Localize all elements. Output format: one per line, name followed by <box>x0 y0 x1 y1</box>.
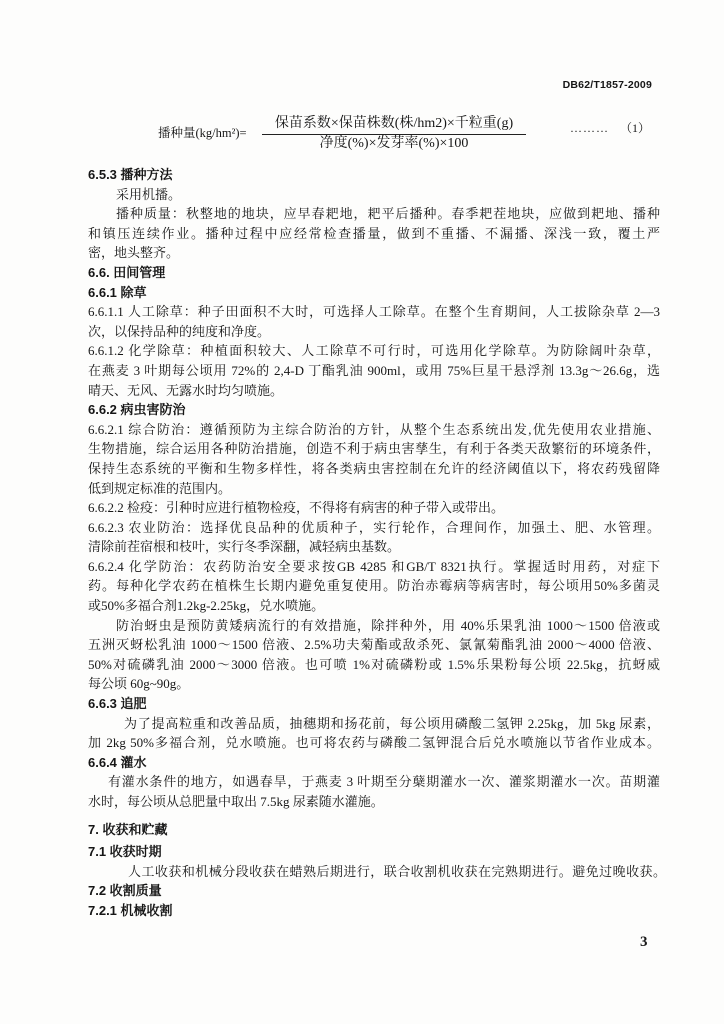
page-number: 3 <box>640 934 648 950</box>
paragraph-line: 和镇压连续作业。播种过程中应经常检查播量，做到不重播、不漏播、深浅一致，覆土严 <box>88 225 660 241</box>
paragraph-line: 保持生态系统的平衡和生物多样性，将各类病虫害控制在允许的经济阈值以下，将农药残留降 <box>88 460 660 476</box>
paragraph-line: 晴天、无风、无露水时均匀喷施。 <box>88 382 284 398</box>
paragraph-line: 清除前茬宿根和枝叶，实行冬季深翻，减轻病虫基数。 <box>88 539 401 555</box>
formula-fraction <box>262 116 526 152</box>
paragraph-line: 防治蚜虫是预防黄矮病流行的有效措施，除拌种外，用 40%乐果乳油 1000～1500 倍液或 <box>116 617 660 633</box>
paragraph-line: 次，以保持品种的纯度和净度。 <box>88 323 271 339</box>
paragraph-line: 生物措施，综合运用各种防治措施，创造不利于病虫害孳生，有利于各类天敌繁衍的环境条件， <box>88 441 660 457</box>
paragraph-line: 人工收获和机械分段收获在蜡熟后期进行，联合收割机收获在完熟期进行。避免过晚收获。 <box>128 863 666 879</box>
section-heading: 6.6.4 灌水 <box>88 754 147 770</box>
section-heading: 7.2 收割质量 <box>88 883 162 899</box>
document-code: DB62/T1857-2009 <box>562 79 652 91</box>
paragraph-line: 五洲灭蚜松乳油 1000～1500 倍液、2.5%功夫菊酯或敌杀死、氯氰菊酯乳油 2000～4000 倍液、 <box>88 637 660 653</box>
formula-denominator: 净度(%)×发芽率(%)×100 <box>319 136 469 151</box>
paragraph-line: 有灌水条件的地方，如遇春旱，于燕麦 3 叶期至分蘖期灌水一次、灌浆期灌水一次。苗期灌 <box>108 774 660 790</box>
formula-lhs: 播种量(kg/hm²)= <box>158 126 247 140</box>
paragraph-line: 加 2kg 50%多福合剂，兑水喷施。也可将农药与磷酸二氢钾混合后兑水喷施以节省作业成本。 <box>88 735 660 751</box>
section-heading: 6.6.3 追肥 <box>88 696 147 712</box>
paragraph-line: 6.6.2.4 化学防治：农药防治安全要求按GB 4285 和GB/T 8321执行。掌握适时用药，对症下 <box>88 558 660 574</box>
paragraph-line: 50%对硫磷乳油 2000～3000 倍液。也可喷 1%对硫磷粉或 1.5%乐果粉每公顷 22.5kg，抗蚜威 <box>88 656 660 672</box>
paragraph-line: 水时，每公顷从总肥量中取出 7.5kg 尿素随水灌施。 <box>88 794 384 809</box>
paragraph-line: 6.6.2.1 综合防治：遵循预防为主综合防治的方针，从整个生态系统出发,优先使用农业措施、 <box>88 421 660 437</box>
section-heading: 6.6. 田间管理 <box>88 264 166 280</box>
paragraph-line: 药。每种化学农药在植株生长期内避免重复使用。防治赤霉病等病害时，每公顷用50%多菌灵 <box>88 578 660 594</box>
section-heading: 7.2.1 机械收割 <box>88 902 173 918</box>
paragraph-line: 播种质量：秋整地的地块，应早春耙地，耙平后播种。春季耙茬地块，应做到耙地、播种 <box>116 206 660 222</box>
paragraph-line: 6.6.2.3 农业防治：选择优良品种的优质种子，实行轮作，合理间作，加强土、肥、水管理。 <box>88 519 660 535</box>
paragraph-line: 密，地头整齐。 <box>88 245 180 261</box>
section-heading: 6.6.2 病虫害防治 <box>88 402 186 418</box>
formula-number: （1） <box>620 121 651 135</box>
paragraph-line: 6.6.1.1 人工除草：种子田面积不大时，可选择人工除草。在整个生育期间，人工拔除杂草 2—3 <box>88 304 660 320</box>
paragraph-line: 低到规定标准的范围内。 <box>88 480 232 496</box>
paragraph-line: 6.6.2.2 检疫：引种时应进行植物检疫，不得将有病害的种子带入或带出。 <box>88 500 505 516</box>
section-heading: 7.1 收获时期 <box>88 844 162 860</box>
paragraph-line: 为了提高粒重和改善品质，抽穗期和扬花前，每公顷用磷酸二氢钾 2.25kg，加 5kg 尿素， <box>124 715 660 731</box>
section-heading: 6.6.1 除草 <box>88 284 147 300</box>
paragraph-line: 采用机播。 <box>116 186 182 202</box>
paragraph-line: 6.6.1.2 化学除草：种植面积较大、人工除草不可行时，可选用化学除草。为防除阔叶杂草， <box>88 343 660 359</box>
body-text <box>88 165 666 921</box>
chapter-heading: 7. 收获和贮藏 <box>88 821 168 837</box>
formula-leader-dots: ……… <box>570 121 609 135</box>
fraction-bar <box>262 134 526 135</box>
paragraph-line: 在燕麦 3 叶期每公顷用 72%的 2,4-D 丁酯乳油 900ml，或用 75%巨星干悬浮剂 13.3g～26.6g，选 <box>88 362 660 378</box>
paragraph-line: 每公顷 60g~90g。 <box>88 676 190 692</box>
section-heading: 6.5.3 播种方法 <box>88 167 173 182</box>
formula-numerator: 保苗系数×保苗株数(株/hm2)×千粒重(g) <box>274 116 514 131</box>
paragraph-line: 或50%多福合剂1.2kg-2.25kg，兑水喷施。 <box>88 598 325 614</box>
